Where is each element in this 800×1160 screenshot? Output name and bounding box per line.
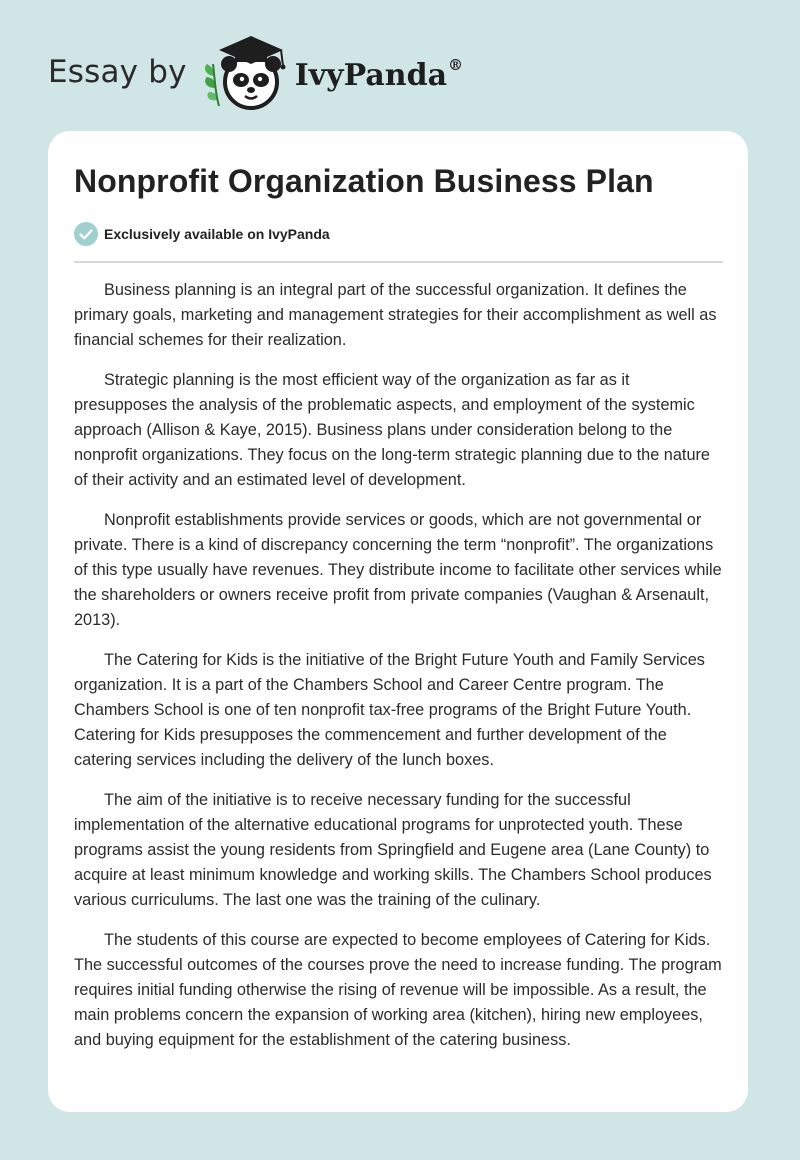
exclusive-badge <box>74 222 330 246</box>
registered-mark: ® <box>448 55 464 74</box>
check-circle-icon <box>74 222 98 246</box>
paragraph-5: The aim of the initiative is to receive necessary funding for the successful implementation of the alternative educational programs for unprotected youth. These programs assist the young residents from Springfield and Eugene area (Lane County) to acquire at least minimum knowledge and working skills. The Chambers School produces various curriculums. The last one was the training of the culinary. <box>74 791 712 909</box>
ivy-leaf-icon <box>205 64 219 106</box>
paragraph-4: The Catering for Kids is the initiative of the Bright Future Youth and Family Services organization. It is a part of the Chambers School and Career Centre program. The Chambers School is one of ten nonprofit tax-free programs of the Bright Future Youth. Catering for Kids presupposes the commencement and further development of the catering services including the delivery of the lunch boxes. <box>74 651 705 769</box>
essay-card <box>48 131 748 1112</box>
panda-graduate-icon <box>201 30 293 114</box>
exclusive-label: Exclusively available on IvyPanda <box>104 226 330 242</box>
essay-body <box>74 278 726 1068</box>
essay-by-label: Essay by <box>48 54 187 90</box>
paragraph-2: Strategic planning is the most efficient way of the organization as far as it presupposes the analysis of the problematic aspects, and employment of the systemic approach (Allison & Kaye, 2015). Business plans under consideration belong to the nonprofit organizations. They focus on the long-term strategic planning due to the nature of their activity and an estimated level of development. <box>74 371 710 489</box>
paragraph-3: Nonprofit establishments provide services or goods, which are not governmental or private. There is a kind of discrepancy concerning the term “nonprofit”. The organizations of this type usually have revenues. They distribute income to facilitate other services while the shareholders or owners receive profit from private companies (Vaughan & Arsenault, 2013). <box>74 511 722 629</box>
brand-name <box>294 55 464 93</box>
divider <box>74 261 723 263</box>
paragraph-6: The students of this course are expected to become employees of Catering for Kids. The successful outcomes of the courses prove the need to increase funding. The program requires initial funding otherwise the rising of revenue will be impossible. As a result, the main problems concern the expansion of working area (kitchen), hiring new employees, and buying equipment for the establishment of the catering business. <box>74 931 722 1049</box>
paragraph-1: Business planning is an integral part of the successful organization. It defines the primary goals, marketing and management strategies for their accomplishment as well as financial schemes for their realization. <box>74 281 717 349</box>
site-header <box>48 30 463 114</box>
page-title: Nonprofit Organization Business Plan <box>74 163 654 199</box>
brand-text: IvyPanda <box>294 57 448 93</box>
